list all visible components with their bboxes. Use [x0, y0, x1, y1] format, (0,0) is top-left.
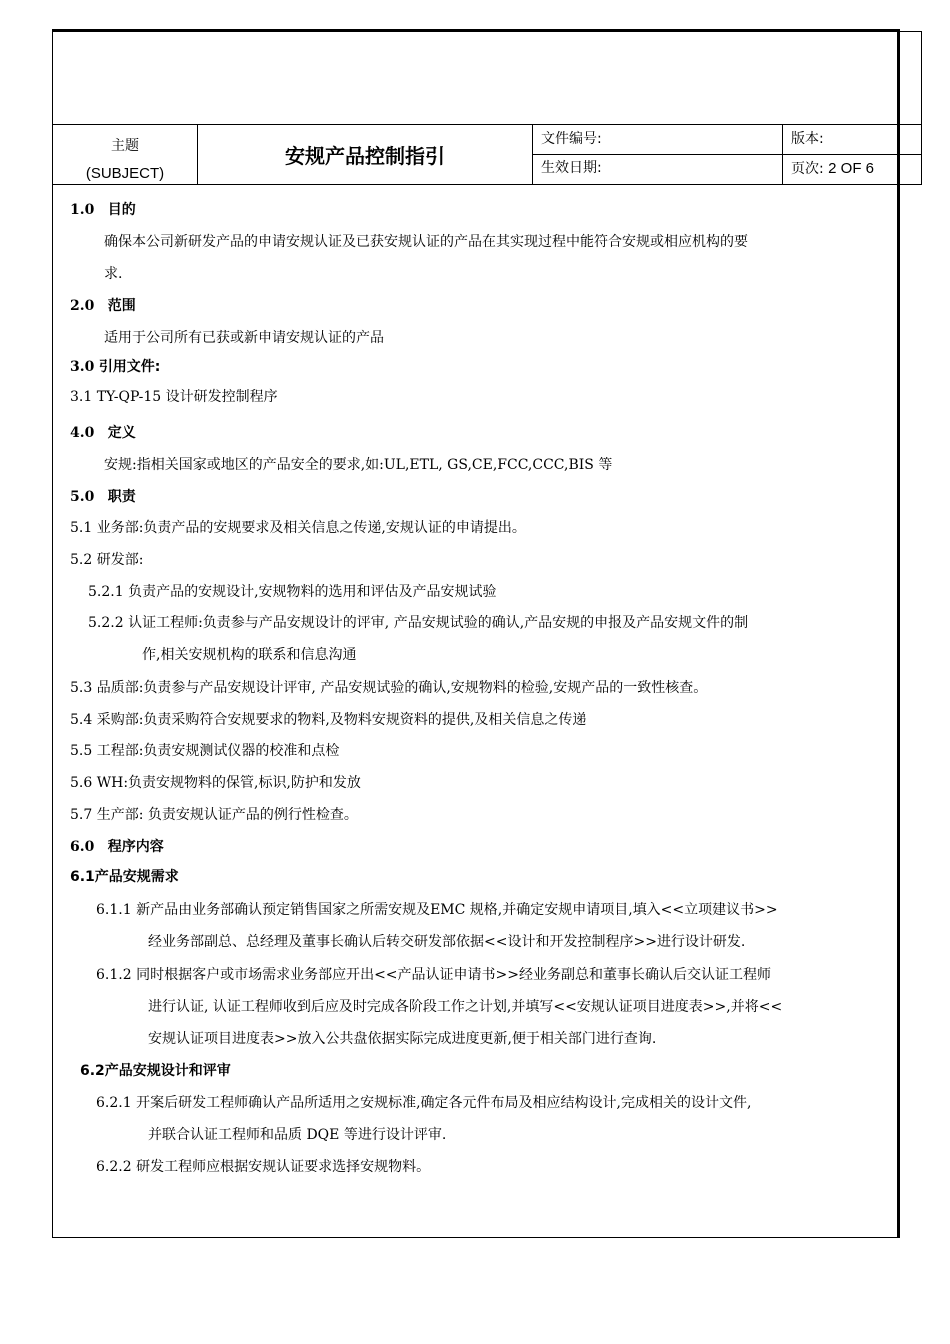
section-1-number: 1.0	[70, 202, 95, 218]
section-3-number: 3.0	[70, 359, 95, 375]
section-6-1-2-line1: 6.1.2 同时根据客户或市场需求业务部应开出<<产品认证申请书>>经业务副总和董事长确认后交认证工程师	[96, 967, 771, 983]
section-6-2-heading: 6.2产品安规设计和评审	[80, 1063, 231, 1079]
section-2-heading	[70, 295, 136, 315]
section-5-2: 5.2 研发部:	[70, 552, 144, 568]
section-4-text: 安规:指相关国家或地区的产品安全的要求,如:UL,ETL, GS,CE,FCC,CCC,BIS 等	[104, 457, 613, 473]
section-1-heading	[70, 199, 136, 219]
page-label: 页次:	[791, 161, 824, 177]
section-5-title: 职责	[107, 489, 136, 505]
section-5-4: 5.4 采购部:负责采购符合安规要求的物料,及物料安规资料的提供,及相关信息之传递	[70, 712, 587, 728]
section-6-1-1-line2: 经业务部副总、总经理及董事长确认后转交研发部依据<<设计和开发控制程序>>进行设计研发.	[148, 934, 746, 950]
section-6-2-1-line2: 并联合认证工程师和品质 DQE 等进行设计评审.	[148, 1127, 447, 1143]
doc-no-label: 文件编号:	[541, 131, 602, 147]
section-5-2-1: 5.2.1 负责产品的安规设计,安规物料的选用和评估及产品安规试验	[88, 584, 497, 600]
section-5-5: 5.5 工程部:负责安规测试仪器的校准和点检	[70, 743, 340, 759]
subject-label-en: (SUBJECT)	[85, 165, 165, 182]
section-4-number: 4.0	[70, 425, 95, 441]
section-1-title: 目的	[107, 202, 136, 218]
section-5-7: 5.7 生产部: 负责安规认证产品的例行性检查。	[70, 807, 358, 823]
section-6-1-2-line2: 进行认证, 认证工程师收到后应及时完成各阶段工作之计划,并填写<<安规认证项目进度表>>,并将<<	[148, 999, 783, 1015]
section-5-3: 5.3 品质部:负责参与产品安规设计评审, 产品安规试验的确认,安规物料的检验,安规产品的一致性核查。	[70, 680, 708, 696]
subject-cell	[52, 124, 198, 185]
section-4-title: 定义	[107, 425, 136, 441]
effective-date-label: 生效日期:	[541, 160, 602, 176]
section-2-number: 2.0	[70, 298, 95, 314]
frame-top-extension	[898, 31, 922, 32]
subject-label-zh: 主题	[111, 138, 139, 154]
section-5-heading	[70, 486, 136, 506]
section-6-2-2: 6.2.2 研发工程师应根据安规认证要求选择安规物料。	[96, 1159, 431, 1175]
section-4-heading	[70, 422, 136, 442]
section-3-heading	[70, 356, 160, 376]
section-6-title: 程序内容	[107, 839, 164, 855]
page-cell	[782, 154, 922, 185]
section-3-1: 3.1 TY-QP-15 设计研发控制程序	[70, 389, 278, 405]
version-label: 版本:	[791, 131, 824, 147]
section-6-2-1-line1: 6.2.1 开案后研发工程师确认产品所适用之安规标准,确定各元件布局及相应结构设计,完成相关的设计文件,	[96, 1095, 752, 1111]
section-3-title: 引用文件:	[98, 359, 161, 375]
document-title: 安规产品控制指引	[197, 124, 533, 185]
section-5-1: 5.1 业务部:负责产品的安规要求及相关信息之传递,安规认证的申请提出。	[70, 520, 526, 536]
version-cell	[782, 124, 922, 155]
page-value: 2 OF 6	[828, 160, 875, 177]
section-1-text-line2: 求.	[104, 266, 123, 282]
header-table	[52, 124, 922, 185]
section-6-1-2-line3: 安规认证项目进度表>>放入公共盘依据实际完成进度更新,便于相关部门进行查询.	[148, 1031, 657, 1047]
section-2-text: 适用于公司所有已获或新申请安规认证的产品	[104, 330, 384, 346]
section-1-text-line1: 确保本公司新研发产品的申请安规认证及已获安规认证的产品在其实现过程中能符合安规或相应机构的要	[104, 234, 748, 250]
section-5-number: 5.0	[70, 489, 95, 505]
section-6-1-1-line1: 6.1.1 新产品由业务部确认预定销售国家之所需安规及EMC 规格,并确定安规申请项目,填入<<立项建议书>>	[96, 902, 778, 918]
doc-no-cell	[532, 124, 783, 155]
section-6-number: 6.0	[70, 839, 95, 855]
section-5-6: 5.6 WH:负责安规物料的保管,标识,防护和发放	[70, 775, 361, 791]
section-6-1-heading: 6.1产品安规需求	[70, 869, 179, 885]
effective-date-cell	[532, 154, 783, 185]
section-6-heading	[70, 836, 164, 856]
page-frame	[52, 29, 900, 1238]
section-5-2-2-line2: 作,相关安规机构的联系和信息沟通	[142, 647, 357, 663]
section-5-2-2-line1: 5.2.2 认证工程师:负责参与产品安规设计的评审, 产品安规试验的确认,产品安规的申报及产品安规文件的制	[88, 615, 749, 631]
section-2-title: 范围	[107, 298, 136, 314]
